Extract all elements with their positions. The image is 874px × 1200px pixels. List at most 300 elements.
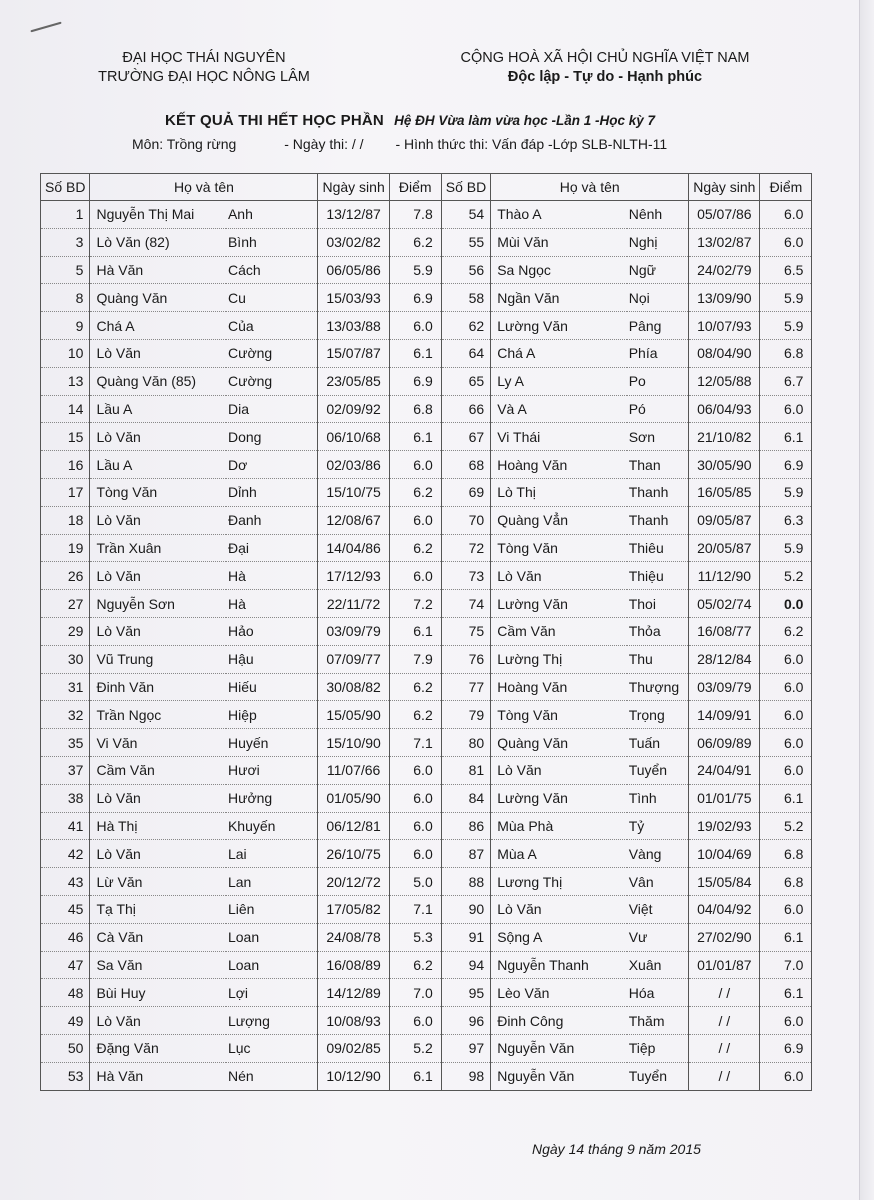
student-number: 66 [441, 395, 490, 423]
student-dob: / / [689, 979, 760, 1007]
student-given-name: Hà [226, 562, 318, 590]
exam-date-label: - Ngày thi: / / [284, 136, 364, 152]
table-row [41, 784, 812, 812]
student-dob: 15/03/93 [318, 284, 389, 312]
student-surname: Quàng Văn [491, 729, 627, 757]
student-number: 54 [441, 201, 490, 229]
student-score: 6.1 [760, 979, 812, 1007]
student-number: 49 [41, 1007, 90, 1035]
student-score: 6.0 [389, 812, 441, 840]
student-score: 6.0 [760, 201, 812, 229]
student-number: 73 [441, 562, 490, 590]
student-dob: 06/05/86 [318, 256, 389, 284]
student-dob: 17/12/93 [318, 562, 389, 590]
student-score: 6.0 [389, 840, 441, 868]
student-number: 88 [441, 868, 490, 896]
student-dob: 23/05/85 [318, 367, 389, 395]
student-given-name: Hảo [226, 617, 318, 645]
student-dob: 26/10/75 [318, 840, 389, 868]
student-surname: Sộng A [491, 923, 627, 951]
student-score: 6.0 [760, 729, 812, 757]
student-score: 6.2 [760, 617, 812, 645]
student-number: 76 [441, 645, 490, 673]
col-header-dob: Ngày sinh [689, 174, 760, 201]
student-score: 6.0 [389, 562, 441, 590]
student-given-name: Thu [627, 645, 689, 673]
student-surname: Nguyễn Văn [491, 1034, 627, 1062]
student-score: 7.0 [760, 951, 812, 979]
student-given-name: Tiệp [627, 1034, 689, 1062]
student-number: 58 [441, 284, 490, 312]
student-score: 7.1 [389, 895, 441, 923]
col-header-dob: Ngày sinh [318, 174, 389, 201]
student-number: 15 [41, 423, 90, 451]
student-given-name: Cách [226, 256, 318, 284]
student-dob: 28/12/84 [689, 645, 760, 673]
table-row [41, 423, 812, 451]
student-dob: 13/02/87 [689, 228, 760, 256]
student-dob: 06/12/81 [318, 812, 389, 840]
student-score: 6.1 [389, 1062, 441, 1090]
table-row [41, 1007, 812, 1035]
student-surname: Cà Văn [90, 923, 226, 951]
col-header-sbd: Số BD [441, 174, 490, 201]
student-number: 43 [41, 868, 90, 896]
table-row [41, 478, 812, 506]
student-dob: 06/04/93 [689, 395, 760, 423]
country-name: CỘNG HOÀ XÃ HỘI CHỦ NGHĨA VIỆT NAM [460, 50, 750, 66]
table-row [41, 562, 812, 590]
table-row [41, 1062, 812, 1090]
student-number: 48 [41, 979, 90, 1007]
student-dob: 11/07/66 [318, 756, 389, 784]
student-number: 90 [441, 895, 490, 923]
student-number: 80 [441, 729, 490, 757]
student-number: 84 [441, 784, 490, 812]
student-dob: 30/05/90 [689, 451, 760, 479]
student-number: 9 [41, 312, 90, 340]
student-given-name: Thoi [627, 590, 689, 618]
student-number: 68 [441, 451, 490, 479]
student-dob: 01/05/90 [318, 784, 389, 812]
student-number: 72 [441, 534, 490, 562]
student-given-name: Nén [226, 1062, 318, 1090]
student-score: 5.9 [760, 312, 812, 340]
student-surname: Lò Văn [90, 423, 226, 451]
student-number: 17 [41, 478, 90, 506]
subject-label: Môn: Trồng rừng [132, 136, 237, 152]
student-number: 38 [41, 784, 90, 812]
student-score: 6.0 [760, 395, 812, 423]
student-dob: 24/08/78 [318, 923, 389, 951]
student-surname: Sa Văn [90, 951, 226, 979]
student-surname: Hoàng Văn [491, 673, 627, 701]
student-number: 45 [41, 895, 90, 923]
student-score: 5.9 [389, 256, 441, 284]
table-row [41, 729, 812, 757]
table-row [41, 534, 812, 562]
student-score: 6.0 [760, 1062, 812, 1090]
student-surname: Lò Văn [90, 506, 226, 534]
student-dob: 05/02/74 [689, 590, 760, 618]
student-score: 7.1 [389, 729, 441, 757]
student-surname: Lò Văn (82) [90, 228, 226, 256]
student-surname: Hoàng Văn [491, 451, 627, 479]
table-row [41, 701, 812, 729]
table-row [41, 590, 812, 618]
student-score: 5.9 [760, 478, 812, 506]
student-dob: 10/12/90 [318, 1062, 389, 1090]
student-given-name: Cu [226, 284, 318, 312]
student-surname: Lò Thị [491, 478, 627, 506]
student-dob: 03/02/82 [318, 228, 389, 256]
table-row [41, 868, 812, 896]
table-row [41, 812, 812, 840]
student-given-name: Đại [226, 534, 318, 562]
student-score: 6.2 [389, 951, 441, 979]
student-surname: Quàng Văn [90, 284, 226, 312]
student-number: 46 [41, 923, 90, 951]
student-number: 19 [41, 534, 90, 562]
student-dob: 13/12/87 [318, 201, 389, 229]
student-dob: 24/04/91 [689, 756, 760, 784]
student-score: 6.0 [760, 895, 812, 923]
student-dob: 13/03/88 [318, 312, 389, 340]
student-score: 6.0 [389, 506, 441, 534]
student-given-name: Tuấn [627, 729, 689, 757]
student-score: 6.0 [389, 1007, 441, 1035]
student-surname: Quàng Vẳn [491, 506, 627, 534]
student-given-name: Po [627, 367, 689, 395]
student-dob: 01/01/87 [689, 951, 760, 979]
student-surname: Nguyễn Thị Mai [90, 201, 226, 229]
student-given-name: Xuân [627, 951, 689, 979]
student-score: 6.0 [389, 312, 441, 340]
student-given-name: Tuyển [627, 756, 689, 784]
col-header-name: Họ và tên [90, 174, 318, 201]
student-given-name: Ngữ [627, 256, 689, 284]
student-number: 18 [41, 506, 90, 534]
student-given-name: Hươi [226, 756, 318, 784]
student-surname: Lương Thị [491, 868, 627, 896]
student-score: 6.2 [389, 228, 441, 256]
student-dob: 01/01/75 [689, 784, 760, 812]
student-given-name: Thỏa [627, 617, 689, 645]
student-surname: Lèo Văn [491, 979, 627, 1007]
student-dob: 14/04/86 [318, 534, 389, 562]
student-given-name: Cường [226, 367, 318, 395]
student-score: 5.0 [389, 868, 441, 896]
student-number: 79 [441, 701, 490, 729]
student-number: 70 [441, 506, 490, 534]
student-dob: 06/10/68 [318, 423, 389, 451]
student-number: 53 [41, 1062, 90, 1090]
student-surname: Lò Văn [491, 562, 627, 590]
table-row [41, 756, 812, 784]
student-given-name: Liên [226, 895, 318, 923]
student-surname: Sa Ngọc [491, 256, 627, 284]
student-surname: Và A [491, 395, 627, 423]
student-score: 6.8 [760, 339, 812, 367]
student-given-name: Phía [627, 339, 689, 367]
student-surname: Ly A [491, 367, 627, 395]
student-surname: Mùi Văn [491, 228, 627, 256]
student-dob: 30/08/82 [318, 673, 389, 701]
student-dob: 20/12/72 [318, 868, 389, 896]
student-given-name: Hậu [226, 645, 318, 673]
student-number: 97 [441, 1034, 490, 1062]
student-dob: 15/10/75 [318, 478, 389, 506]
student-given-name: Sơn [627, 423, 689, 451]
page-edge [859, 0, 874, 1200]
student-dob: 14/09/91 [689, 701, 760, 729]
student-dob: 12/08/67 [318, 506, 389, 534]
student-surname: Đinh Văn [90, 673, 226, 701]
student-number: 64 [441, 339, 490, 367]
student-dob: 19/02/93 [689, 812, 760, 840]
student-dob: 20/05/87 [689, 534, 760, 562]
results-table [40, 173, 812, 1091]
student-dob: 21/10/82 [689, 423, 760, 451]
student-number: 31 [41, 673, 90, 701]
student-given-name: Tình [627, 784, 689, 812]
table-row [41, 339, 812, 367]
student-dob: 14/12/89 [318, 979, 389, 1007]
student-surname: Chá A [491, 339, 627, 367]
student-number: 37 [41, 756, 90, 784]
student-surname: Mùa Phà [491, 812, 627, 840]
student-surname: Lò Văn [491, 756, 627, 784]
student-number: 86 [441, 812, 490, 840]
student-number: 94 [441, 951, 490, 979]
student-number: 27 [41, 590, 90, 618]
student-given-name: Pó [627, 395, 689, 423]
student-surname: Lầu A [90, 395, 226, 423]
student-dob: 22/11/72 [318, 590, 389, 618]
student-given-name: Lượng [226, 1007, 318, 1035]
table-row [41, 395, 812, 423]
table-row [41, 951, 812, 979]
student-dob: 15/05/84 [689, 868, 760, 896]
student-number: 32 [41, 701, 90, 729]
student-given-name: Khuyến [226, 812, 318, 840]
student-given-name: Nghị [627, 228, 689, 256]
document-title [165, 112, 655, 129]
national-header [420, 49, 790, 87]
student-score: 6.1 [760, 423, 812, 451]
signing-date: Ngày 14 tháng 9 năm 2015 [532, 1141, 701, 1157]
student-given-name: Hà [226, 590, 318, 618]
student-dob: 27/02/90 [689, 923, 760, 951]
student-number: 16 [41, 451, 90, 479]
student-number: 8 [41, 284, 90, 312]
student-dob: 15/07/87 [318, 339, 389, 367]
student-given-name: Bình [226, 228, 318, 256]
student-surname: Lừ Văn [90, 868, 226, 896]
student-score: 6.1 [760, 923, 812, 951]
student-surname: Cầm Văn [90, 756, 226, 784]
student-given-name: Tuyển [627, 1062, 689, 1090]
student-given-name: Vàng [627, 840, 689, 868]
student-surname: Vũ Trung [90, 645, 226, 673]
student-surname: Tòng Văn [491, 534, 627, 562]
student-score: 6.5 [760, 256, 812, 284]
student-given-name: Lai [226, 840, 318, 868]
student-given-name: Nênh [627, 201, 689, 229]
student-score: 5.2 [760, 812, 812, 840]
col-header-score: Điểm [760, 174, 812, 201]
student-surname: Quàng Văn (85) [90, 367, 226, 395]
table-row [41, 645, 812, 673]
student-surname: Thào A [491, 201, 627, 229]
student-given-name: Cường [226, 339, 318, 367]
student-score: 6.2 [389, 534, 441, 562]
student-score: 7.8 [389, 201, 441, 229]
student-number: 26 [41, 562, 90, 590]
student-surname: Hà Thị [90, 812, 226, 840]
student-given-name: Thiệu [627, 562, 689, 590]
student-score: 6.0 [760, 756, 812, 784]
student-given-name: Vư [627, 923, 689, 951]
student-number: 95 [441, 979, 490, 1007]
student-number: 29 [41, 617, 90, 645]
table-row [41, 923, 812, 951]
student-surname: Nguyễn Sơn [90, 590, 226, 618]
table-row [41, 201, 812, 229]
student-dob: / / [689, 1034, 760, 1062]
title-text: KẾT QUẢ THI HẾT HỌC PHẦN [165, 112, 384, 129]
student-dob: 13/09/90 [689, 284, 760, 312]
student-number: 98 [441, 1062, 490, 1090]
student-dob: 10/07/93 [689, 312, 760, 340]
student-dob: 15/10/90 [318, 729, 389, 757]
exam-format-label: - Hình thức thi: Vấn đáp -Lớp SLB-NLTH-11 [395, 136, 668, 152]
student-number: 75 [441, 617, 490, 645]
student-dob: 24/02/79 [689, 256, 760, 284]
student-given-name: Vân [627, 868, 689, 896]
table-row [41, 256, 812, 284]
student-number: 42 [41, 840, 90, 868]
student-surname: Bùi Huy [90, 979, 226, 1007]
student-surname: Tòng Văn [90, 478, 226, 506]
student-given-name: Trọng [627, 701, 689, 729]
col-header-score: Điểm [389, 174, 441, 201]
student-surname: Ngần Văn [491, 284, 627, 312]
student-given-name: Lan [226, 868, 318, 896]
student-surname: Lường Văn [491, 784, 627, 812]
table-row [41, 979, 812, 1007]
student-surname: Tòng Văn [491, 701, 627, 729]
student-score: 7.9 [389, 645, 441, 673]
table-row [41, 367, 812, 395]
student-surname: Mùa A [491, 840, 627, 868]
student-dob: 09/05/87 [689, 506, 760, 534]
student-given-name: Hiệp [226, 701, 318, 729]
student-surname: Lường Văn [491, 590, 627, 618]
institution-header [48, 49, 360, 87]
student-surname: Lường Văn [491, 312, 627, 340]
table-row [41, 895, 812, 923]
student-dob: 10/04/69 [689, 840, 760, 868]
student-number: 87 [441, 840, 490, 868]
student-number: 13 [41, 367, 90, 395]
student-given-name: Hiếu [226, 673, 318, 701]
student-surname: Lò Văn [90, 784, 226, 812]
student-number: 65 [441, 367, 490, 395]
table-row [41, 284, 812, 312]
student-given-name: Thanh [627, 506, 689, 534]
student-surname: Lò Văn [90, 339, 226, 367]
student-score: 6.0 [760, 1007, 812, 1035]
student-number: 81 [441, 756, 490, 784]
student-given-name: Thượng [627, 673, 689, 701]
student-surname: Lò Văn [491, 895, 627, 923]
student-dob: 10/08/93 [318, 1007, 389, 1035]
student-score: 6.9 [760, 451, 812, 479]
student-number: 91 [441, 923, 490, 951]
table-header-row [41, 174, 812, 201]
table-row [41, 673, 812, 701]
student-surname: Trần Ngọc [90, 701, 226, 729]
student-score: 7.0 [389, 979, 441, 1007]
student-score: 5.9 [760, 534, 812, 562]
table-row [41, 312, 812, 340]
results-body [41, 201, 812, 1091]
table-row [41, 617, 812, 645]
student-given-name: Loan [226, 951, 318, 979]
student-score: 6.2 [389, 673, 441, 701]
student-given-name: Thanh [627, 478, 689, 506]
student-surname: Lầu A [90, 451, 226, 479]
student-given-name: Hóa [627, 979, 689, 1007]
student-dob: / / [689, 1062, 760, 1090]
student-surname: Vi Văn [90, 729, 226, 757]
student-dob: 12/05/88 [689, 367, 760, 395]
table-row [41, 1034, 812, 1062]
student-surname: Lường Thị [491, 645, 627, 673]
student-given-name: Của [226, 312, 318, 340]
student-dob: 17/05/82 [318, 895, 389, 923]
student-given-name: Lục [226, 1034, 318, 1062]
student-score: 6.8 [389, 395, 441, 423]
student-number: 74 [441, 590, 490, 618]
student-given-name: Lợi [226, 979, 318, 1007]
student-dob: 05/07/86 [689, 201, 760, 229]
pen-stroke [30, 22, 61, 33]
student-score: 6.0 [760, 673, 812, 701]
student-number: 30 [41, 645, 90, 673]
student-score: 6.1 [389, 617, 441, 645]
student-number: 62 [441, 312, 490, 340]
student-surname: Lò Văn [90, 1007, 226, 1035]
student-score: 5.3 [389, 923, 441, 951]
student-score: 6.2 [389, 478, 441, 506]
student-given-name: Dơ [226, 451, 318, 479]
student-score: 0.0 [760, 590, 812, 618]
student-dob: 16/05/85 [689, 478, 760, 506]
student-dob: 02/09/92 [318, 395, 389, 423]
student-given-name: Việt [627, 895, 689, 923]
student-given-name: Pâng [627, 312, 689, 340]
student-dob: 03/09/79 [318, 617, 389, 645]
student-surname: Nguyễn Thanh [491, 951, 627, 979]
student-given-name: Đanh [226, 506, 318, 534]
student-given-name: Hưởng [226, 784, 318, 812]
student-score: 6.9 [389, 367, 441, 395]
student-surname: Lò Văn [90, 562, 226, 590]
student-surname: Vi Thái [491, 423, 627, 451]
col-header-name: Họ và tên [491, 174, 689, 201]
